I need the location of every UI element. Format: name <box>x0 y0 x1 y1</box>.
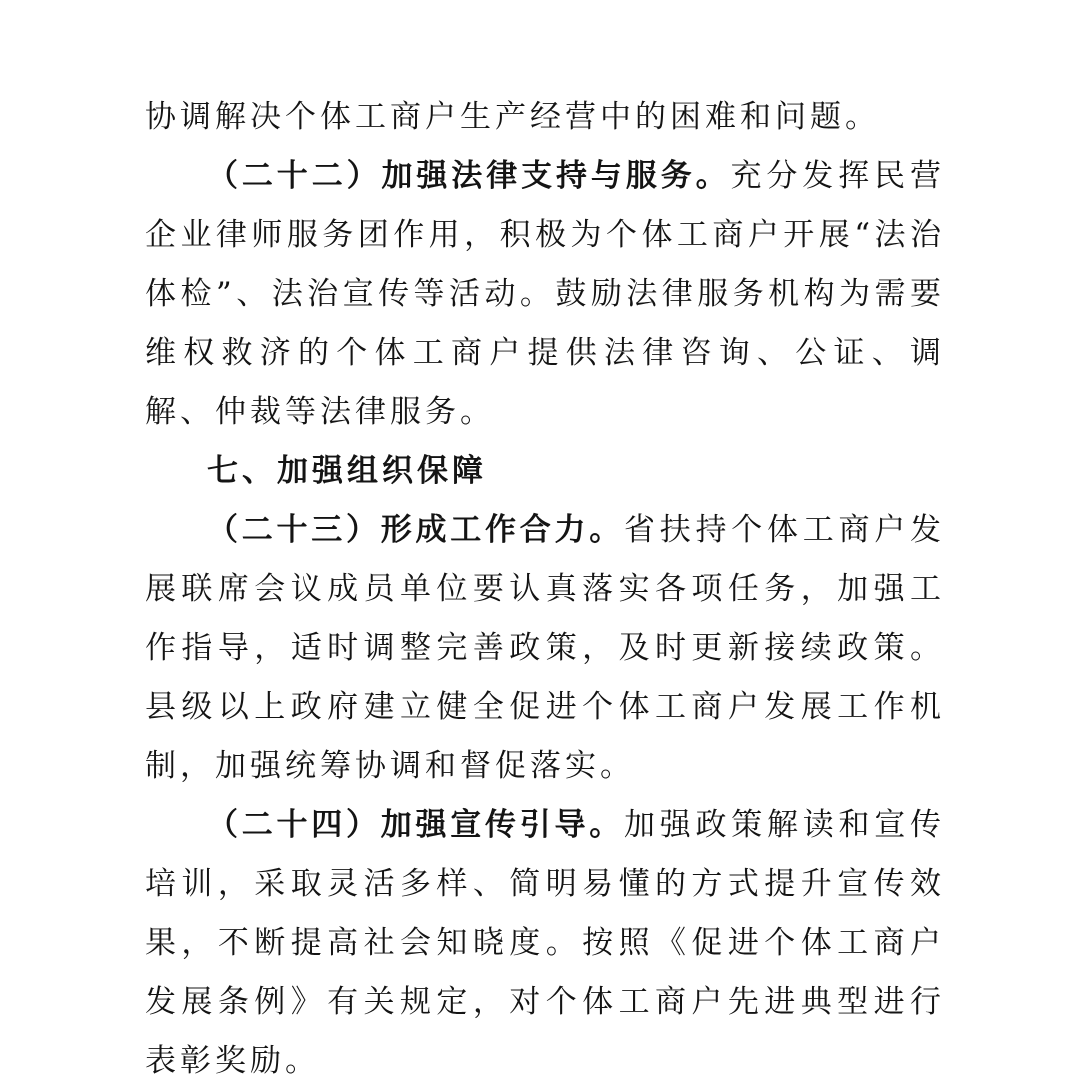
paragraph-lead-title: （二十三）形成工作合力。 <box>207 512 624 548</box>
section-heading: 七、加强组织保障 <box>207 453 487 489</box>
paragraph-continuation <box>145 88 945 147</box>
paragraph-text: 加强政策解读和宣传培训，采取灵活多样、简明易懂的方式提升宣传效果，不断提高社会知晓度。按照《促进个体工商户发展条例》有关规定，对个体工商户先进典型进行表彰奖励。 <box>145 807 945 1079</box>
paragraph-lead-title: （二十四）加强宣传引导。 <box>207 807 624 843</box>
paragraph-publicity-guidance <box>145 796 945 1091</box>
paragraph-text: 充分发挥民营企业律师服务团作用，积极为个体工商户开展“法治体检”、法治宣传等活动。鼓励法律服务机构为需要维权救济的个体工商户提供法律咨询、公证、调解、仲裁等法律服务。 <box>145 158 945 430</box>
paragraph-lead-title: （二十二）加强法律支持与服务。 <box>207 158 731 194</box>
paragraph-legal-support <box>145 147 945 442</box>
paragraph-text: 协调解决个体工商户生产经营中的困难和问题。 <box>145 99 880 135</box>
paragraph-text: 省扶持个体工商户发展联席会议成员单位要认真落实各项任务，加强工作指导，适时调整完善政策，及时更新接续政策。县级以上政府建立健全促进个体工商户发展工作机制，加强统筹协调和督促落实。 <box>145 512 945 784</box>
document-body <box>145 88 945 1091</box>
paragraph-work-synergy <box>145 501 945 796</box>
